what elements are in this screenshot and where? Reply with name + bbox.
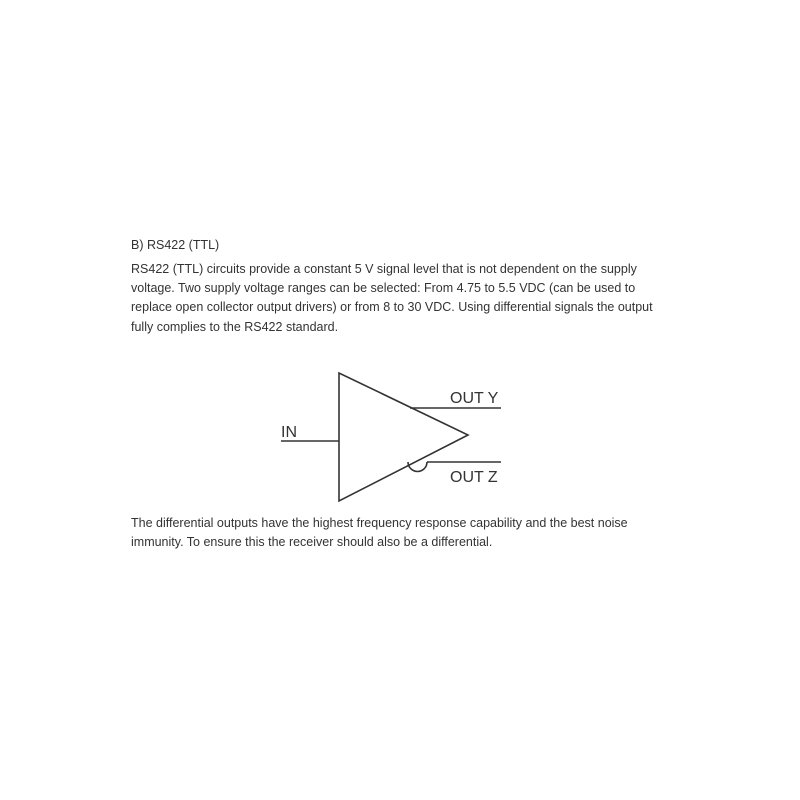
section-heading: B) RS422 (TTL)	[131, 238, 220, 252]
output-z-label: OUT Z	[450, 469, 498, 486]
output-y-label: OUT Y	[450, 390, 499, 407]
line-driver-diagram	[270, 362, 520, 512]
intro-paragraph: RS422 (TTL) circuits provide a constant 5 V signal level that is not dependent on the supply voltage. Two supply voltage ranges can be selected: From 4.75 to 5.5 VDC (can be used to replace open collector output drivers) or from 8 to 30 VDC. Using differential signals the output fully complies to the RS422 standard.	[131, 262, 653, 334]
driver-triangle	[339, 373, 468, 501]
input-label: IN	[281, 424, 297, 441]
outro-paragraph: The differential outputs have the highest frequency response capability and the best noise immunity. To ensure this the receiver should also be a differential.	[131, 516, 628, 550]
